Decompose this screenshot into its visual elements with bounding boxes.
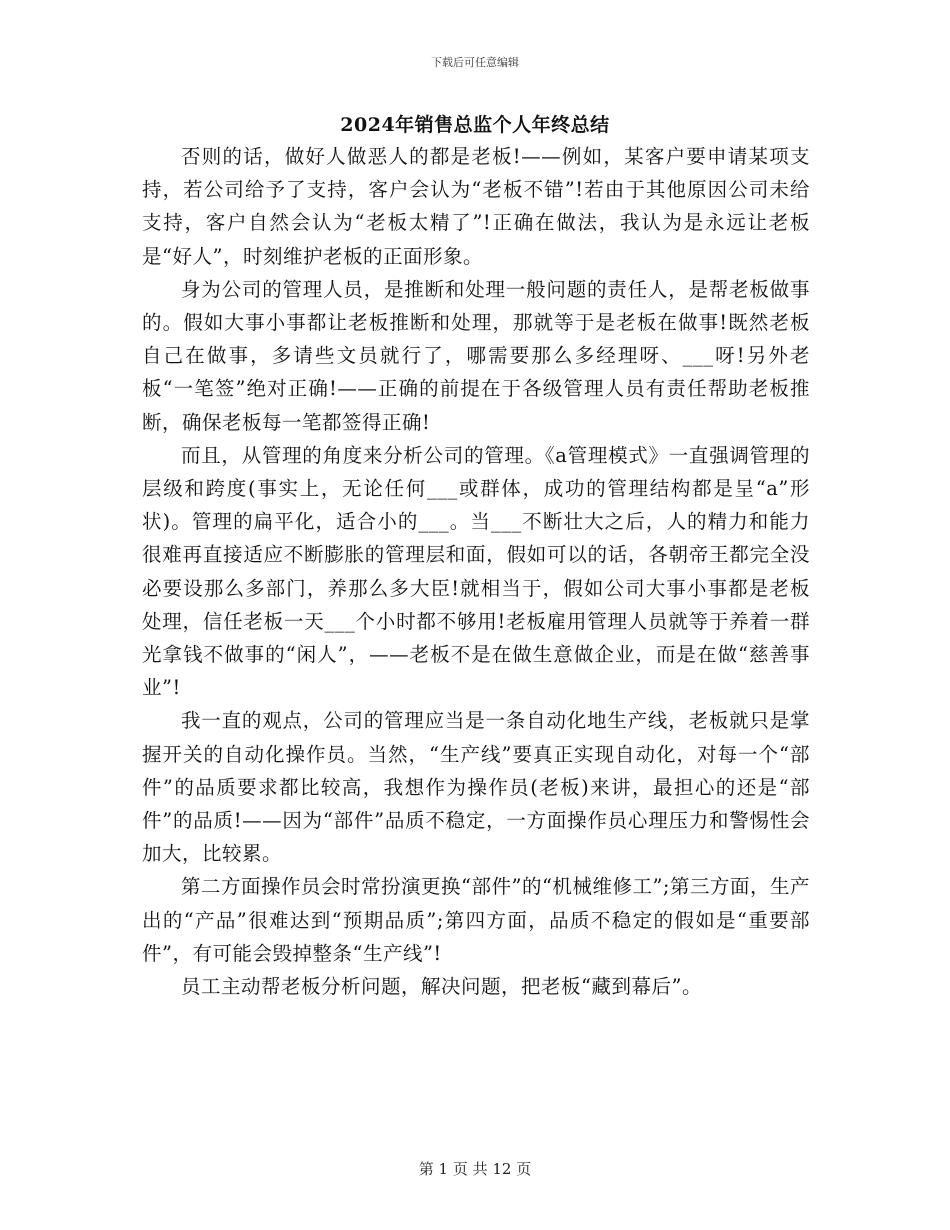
paragraph: 否则的话，做好人做恶人的都是老板!——例如，某客户要申请某项支持，若公司给予了支持，客户会认为“老板不错”!若由于其他原因公司未给支持，客户自然会认为“老板太精了”!正确在做法，我认为是永远让老板是“好人”，时刻维护老板的正面形象。: [142, 145, 810, 268]
paragraph: 第二方面操作员会时常扮演更换“部件”的“机械维修工”;第三方面，生产出的“产品”很难达到“预期品质”;第四方面，品质不稳定的假如是“重要部件”，有可能会毁掉整条“生产线”!: [142, 875, 810, 965]
page-number: 第 1 页 共 12 页: [418, 1160, 532, 1178]
paragraph: 身为公司的管理人员，是推断和处理一般问题的责任人，是帮老板做事的。假如大事小事都让老板推断和处理，那就等于是老板在做事!既然老板自己在做事，多请些文员就行了，哪需要那么多经理呀、___呀!另外老板“一笔签”绝对正确!——正确的前提在于各级管理人员有责任帮助老板推断，确保老板每一笔都签得正确!: [142, 277, 810, 434]
paragraph: 而且，从管理的角度来分析公司的管理。《a管理模式》一直强调管理的层级和跨度(事实上，无论任何___或群体，成功的管理结构都是呈“a”形状)。管理的扁平化，适合小的___。当___不断壮大之后，人的精力和能力很难再直接适应不断膨胀的管理层和面，假如可以的话，各朝帝王都完全没必要设那么多部门，养那么多大臣!就相当于，假如公司大事小事都是老板处理，信任老板一天___个小时都不够用!老板雇用管理人员就等于养着一群光拿钱不做事的“闲人”，——老板不是在做生意做企业，而是在做“慈善事业”!: [142, 443, 810, 700]
paragraph: 员工主动帮老板分析问题，解决问题，把老板“藏到幕后”。: [181, 975, 702, 999]
document-title: 2024年销售总监个人年终总结: [340, 114, 610, 136]
page-header-note: 下载后可任意编辑: [431, 56, 519, 69]
paragraph: 我一直的观点，公司的管理应当是一条自动化地生产线，老板就只是掌握开关的自动化操作员。当然，“生产线”要真正实现自动化，对每一个“部件”的品质要求都比较高，我想作为操作员(老板)来讲，最担心的还是“部件”的品质!——因为“部件”品质不稳定，一方面操作员心理压力和警惕性会加大，比较累。: [142, 709, 810, 866]
document-body: [142, 140, 810, 1003]
